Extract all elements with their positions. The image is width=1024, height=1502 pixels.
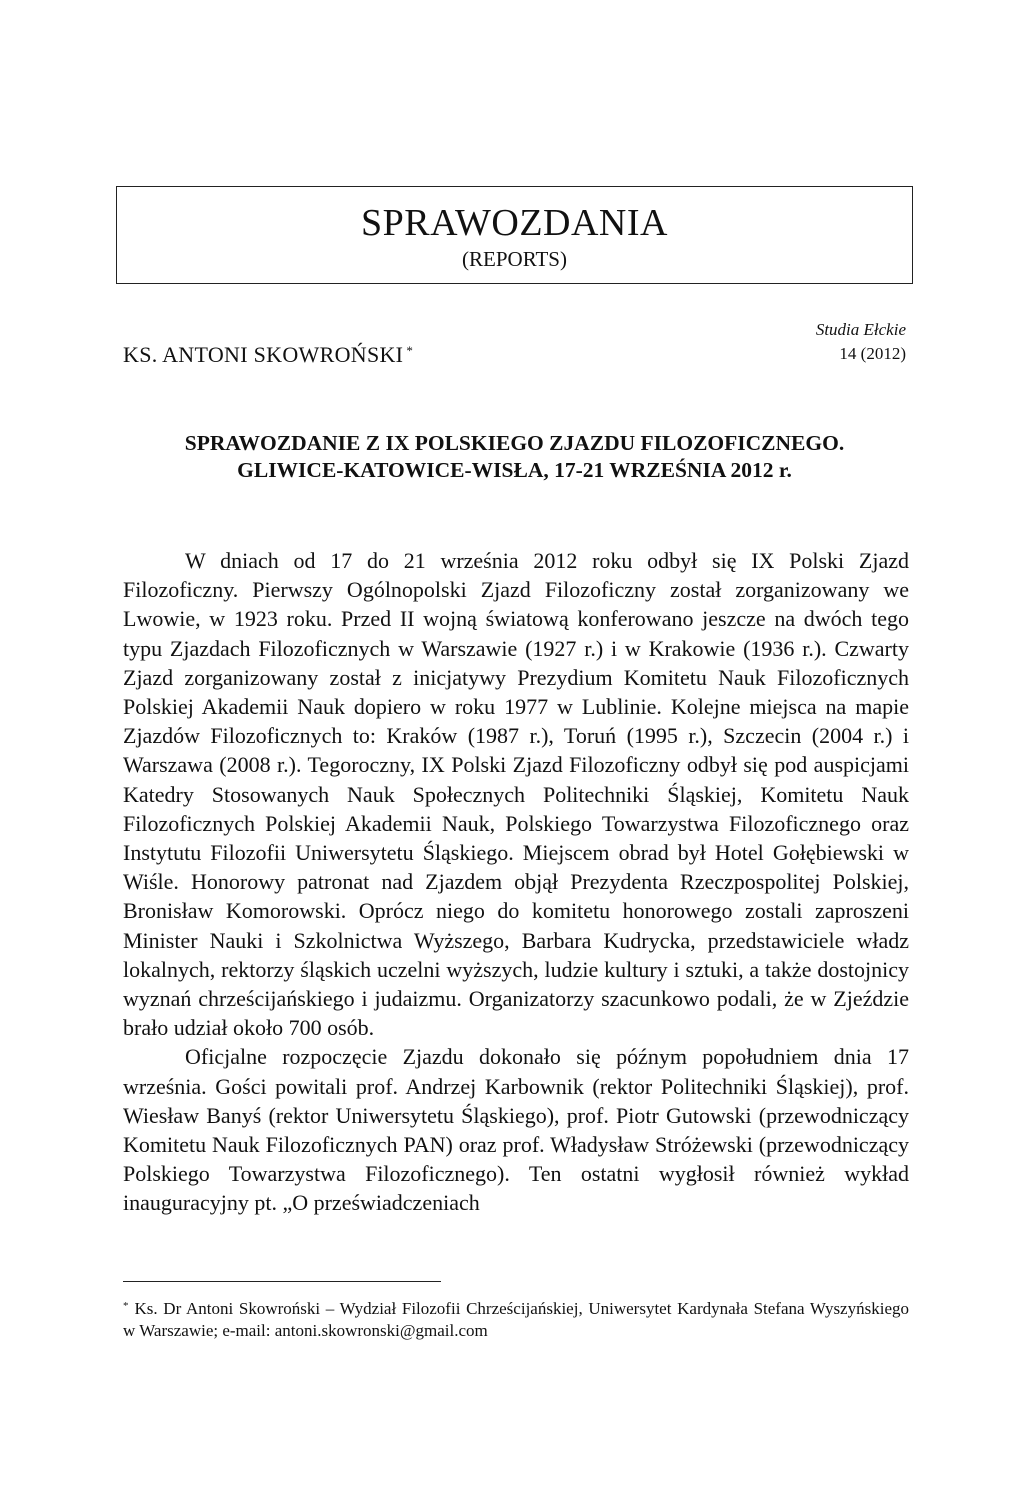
author-name: KS. ANTONI SKOWROŃSKI: [123, 342, 404, 367]
journal-info: [816, 318, 906, 366]
footnote-divider: [123, 1281, 441, 1282]
journal-issue: 14 (2012): [839, 344, 906, 363]
article-body: [123, 546, 909, 1218]
footnote: [123, 1298, 909, 1342]
footnote-mark: *: [123, 1300, 129, 1312]
footnote-text: Ks. Dr Antoni Skowroński – Wydział Filozofii Chrześcijańskiej, Uniwersytet Kardynała Stefana Wyszyńskiego w Warszawie; e-mail: antoni.skowronski@gmail.com: [123, 1299, 909, 1340]
article-title: [116, 430, 913, 484]
section-title: SPRAWOZDANIA: [361, 202, 668, 244]
paragraph-1: W dniach od 17 do 21 września 2012 roku odbył się IX Polski Zjazd Filozoficzny. Pierwszy Ogólnopolski Zjazd Filozoficzny został zorganizowany we Lwowie, w 1923 roku. Przed II wojną światową konferowano jeszcze na dwóch tego typu Zjazdach Filozoficznych w Warszawie (1927 r.) i w Krakowie (1936 r.). Czwarty Zjazd zorganizowany został z inicjatywy Prezydium Komitetu Nauk Filozoficznych Polskiej Akademii Nauk dopiero w roku 1977 w Lublinie. Kolejne miejsca na mapie Zjazdów Filozoficznych to: Kraków (1987 r.), Toruń (1995 r.), Szczecin (2004 r.) i Warszawa (2008 r.). Tegoroczny, IX Polski Zjazd Filozoficzny odbył się pod auspicjami Katedry Stosowanych Nauk Społecznych Politechniki Śląskiej, Komitetu Nauk Filozoficznych Polskiej Akademii Nauk, Polskiego Towarzystwa Filozoficznego oraz Instytutu Filozofii Uniwersytetu Śląskiego. Miejscem obrad był Hotel Gołębiewski w Wiśle. Honorowy patronat nad Zjazdem objął Prezydenta Rzeczpospolitej Polskiej, Bronisław Komorowski. Oprócz niego do komitetu honorowego zostali zaproszeni Minister Nauki i Szkolnictwa Wyższego, Barbara Kudrycka, przedstawiciele władz lokalnych, rektorzy śląskich uczelni wyższych, ludzie kultury i sztuki, a także dostojnicy wyznań chrześcijańskiego i judaizmu. Organizatorzy szacunkowo podali, że w Zjeździe brało udział około 700 osób.: [123, 548, 909, 1041]
section-header-box: [116, 186, 913, 284]
paragraph-2: Oficjalne rozpoczęcie Zjazdu dokonało się późnym popołudniem dnia 17 września. Gości powitali prof. Andrzej Karbownik (rektor Politechniki Śląskiej), prof. Wiesław Banyś (rektor Uniwersytetu Śląskiego), prof. Piotr Gutowski (przewodniczący Komitetu Nauk Filozoficznych PAN) oraz prof. Władysław Stróżewski (przewodniczący Polskiego Towarzystwa Filozoficznego). Ten ostatni wygłosił również wykład inauguracyjny pt. „O przeświadczeniach: [123, 1044, 909, 1216]
author-line: [123, 342, 413, 368]
article-title-line-1: SPRAWOZDANIE Z IX POLSKIEGO ZJAZDU FILOZOFICZNEGO.: [184, 431, 845, 455]
journal-name: Studia Ełckie: [815, 320, 906, 339]
article-title-line-2: GLIWICE-KATOWICE-WISŁA, 17-21 WRZEŚNIA 2012 r.: [237, 458, 792, 482]
section-subtitle: (REPORTS): [462, 247, 567, 271]
author-footnote-mark[interactable]: *: [406, 343, 414, 358]
